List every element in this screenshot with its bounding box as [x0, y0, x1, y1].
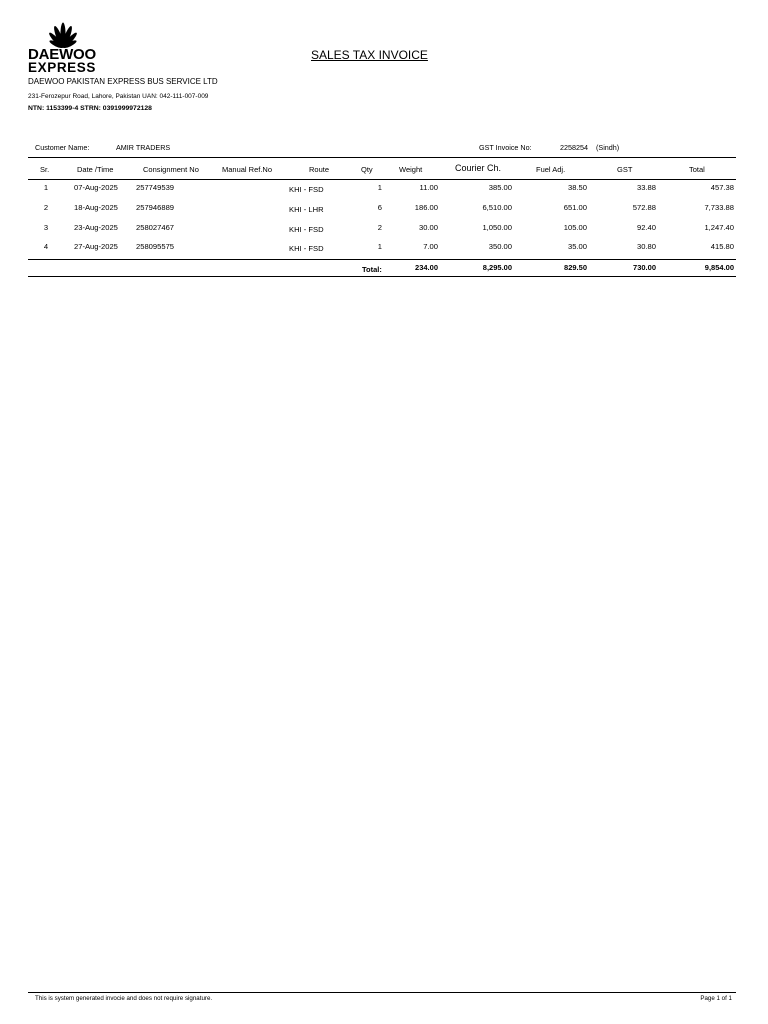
cell-fuel: 651.00 [563, 203, 587, 212]
logo-sub-text: EXPRESS [28, 59, 96, 75]
cell-weight: 30.00 [418, 223, 438, 232]
cell-total: 415.80 [710, 242, 734, 251]
header-sr: Sr. [40, 165, 50, 174]
cell-qty: 6 [377, 203, 382, 212]
cell-sr: 4 [43, 242, 49, 251]
cell-date: 23-Aug-2025 [74, 223, 118, 232]
footer-note: This is system generated invocie and does not require signature. [35, 995, 213, 1002]
customer-name: AMIR TRADERS [116, 143, 171, 152]
total-courier: 8,295.00 [482, 263, 512, 272]
header-fuel: Fuel Adj. [536, 165, 566, 174]
total-weight: 234.00 [415, 263, 438, 272]
cell-consignment: 258027467 [136, 223, 175, 232]
cell-consignment: 257749539 [136, 183, 175, 192]
header-consignment: Consignment No [143, 165, 199, 174]
cell-courier: 1,050.00 [482, 223, 512, 232]
header-manual-ref: Manual Ref.No [222, 165, 273, 174]
cell-weight: 7.00 [423, 242, 438, 251]
company-name: DAEWOO PAKISTAN EXPRESS BUS SERVICE LTD [28, 77, 218, 86]
header-bottom-rule [28, 179, 736, 180]
cell-fuel: 105.00 [563, 223, 587, 232]
gst-invoice-region: (Sindh) [596, 143, 620, 152]
totals-bottom-rule [28, 276, 736, 277]
cell-gst: 33.88 [636, 183, 656, 192]
page-title: SALES TAX INVOICE [311, 48, 428, 62]
table-top-rule [28, 157, 736, 158]
cell-sr: 1 [43, 183, 49, 192]
cell-weight: 186.00 [414, 203, 438, 212]
logo-brand-text: DAEWOO [28, 46, 96, 63]
cell-qty: 1 [377, 183, 382, 192]
cell-qty: 1 [377, 242, 382, 251]
cell-date: 27-Aug-2025 [74, 242, 118, 251]
cell-weight: 11.00 [419, 183, 438, 192]
header-total: Total [689, 165, 705, 174]
cell-courier: 385.00 [488, 183, 512, 192]
header-date: Date /Time [77, 165, 114, 174]
footer-rule [28, 992, 736, 993]
totals-row [0, 264, 768, 276]
table-row [0, 204, 768, 216]
header-gst: GST [617, 165, 633, 174]
totals-label: Total: [362, 265, 382, 274]
table-row [0, 224, 768, 236]
cell-consignment: 258095575 [136, 242, 175, 251]
total-fuel: 829.50 [564, 263, 587, 272]
table-row [0, 184, 768, 196]
cell-gst: 572.88 [632, 203, 656, 212]
cell-route: KHI - LHR [289, 205, 324, 214]
company-address: 231-Ferozepur Road, Lahore, Pakistan UAN: 042-111-007-009 [28, 93, 209, 100]
cell-fuel: 38.50 [567, 183, 587, 192]
cell-courier: 6,510.00 [482, 203, 512, 212]
cell-courier: 350.00 [488, 242, 512, 251]
company-tax-ids: NTN: 1153399-4 STRN: 0391999972128 [28, 105, 152, 112]
gst-invoice-number: 2258254 [560, 143, 588, 152]
header-weight: Weight [399, 165, 423, 174]
cell-qty: 2 [377, 223, 382, 232]
cell-date: 07-Aug-2025 [74, 183, 118, 192]
header-qty: Qty [361, 165, 373, 174]
total-gst: 730.00 [633, 263, 656, 272]
page-number: Page 1 of 1 [700, 995, 732, 1002]
header-courier: Courier Ch. [455, 162, 502, 173]
totals-top-rule [28, 259, 736, 260]
cell-gst: 92.40 [636, 223, 656, 232]
cell-route: KHI - FSD [289, 225, 324, 234]
cell-date: 18-Aug-2025 [74, 203, 118, 212]
gst-invoice-label: GST Invoice No: [479, 143, 532, 152]
cell-total: 7,733.88 [704, 203, 734, 212]
cell-route: KHI - FSD [289, 185, 324, 194]
cell-total: 457.38 [710, 183, 734, 192]
header-route: Route [309, 165, 330, 174]
table-row [0, 243, 768, 255]
daewoo-fan-icon [46, 21, 80, 48]
cell-sr: 2 [43, 203, 49, 212]
cell-sr: 3 [43, 223, 49, 232]
cell-fuel: 35.00 [567, 242, 587, 251]
cell-route: KHI - FSD [289, 244, 324, 253]
cell-gst: 30.80 [636, 242, 656, 251]
customer-label: Customer Name: [35, 143, 90, 152]
total-amount: 9,854.00 [704, 263, 734, 272]
cell-consignment: 257946889 [136, 203, 175, 212]
cell-total: 1,247.40 [704, 223, 734, 232]
